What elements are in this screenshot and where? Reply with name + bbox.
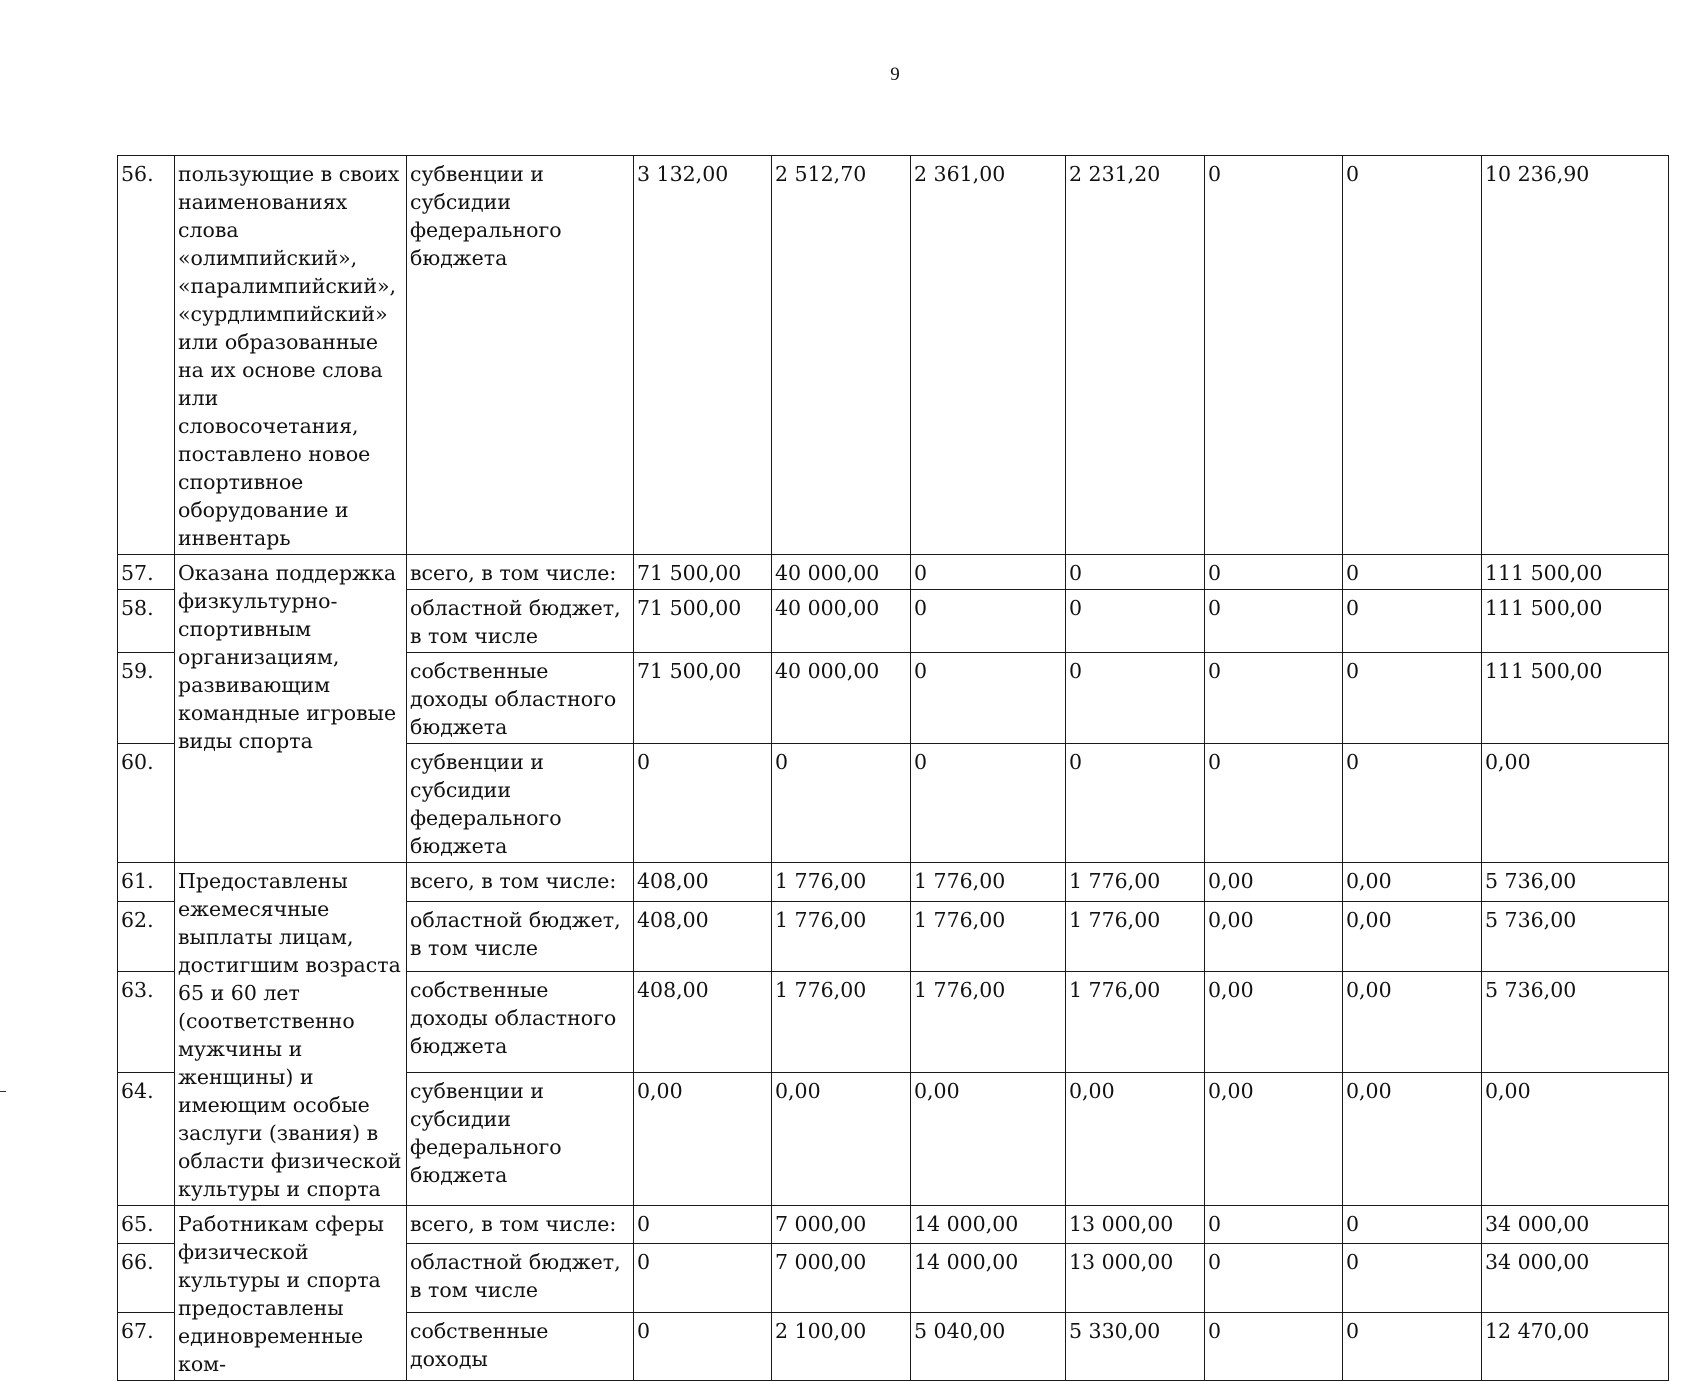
year-value-5: 0 <box>1205 156 1343 555</box>
year-value-2: 0 <box>772 744 911 863</box>
measure-description: пользующие в своих наименованиях слова «олимпийский», «паралимпийский», «сурдлимпийский» или образованные на их основе слова или словосочетания, поставлено новое спортивное оборудование и инвентарь <box>175 156 407 555</box>
year-value-5: 0 <box>1205 1244 1343 1312</box>
budget-table <box>117 155 1669 1381</box>
total-value: 111 500,00 <box>1482 653 1669 744</box>
year-value-2: 0,00 <box>772 1073 911 1206</box>
year-value-5: 0 <box>1205 1206 1343 1244</box>
year-value-6: 0,00 <box>1343 901 1482 971</box>
funding-source: всего, в том числе: <box>407 555 634 590</box>
year-value-3: 0 <box>911 555 1066 590</box>
funding-source: собственные доходы <box>407 1312 634 1381</box>
measure-description: Предоставлены ежемесячные выплаты лицам, достигшим возраста 65 и 60 лет (соответственно мужчины и женщины) и имеющим особые заслуги (звания) в области физической культуры и спорта <box>175 863 407 1206</box>
year-value-3: 0 <box>911 590 1066 653</box>
year-value-3: 1 776,00 <box>911 863 1066 902</box>
year-value-3: 5 040,00 <box>911 1312 1066 1381</box>
row-number: 62. <box>118 901 175 971</box>
year-value-5: 0 <box>1205 590 1343 653</box>
row-number: 66. <box>118 1244 175 1312</box>
year-value-6: 0 <box>1343 653 1482 744</box>
year-value-6: 0,00 <box>1343 863 1482 902</box>
year-value-4: 0,00 <box>1066 1073 1205 1206</box>
year-value-1: 71 500,00 <box>634 555 772 590</box>
funding-source: собственные доходы областного бюджета <box>407 972 634 1073</box>
year-value-3: 1 776,00 <box>911 901 1066 971</box>
year-value-6: 0 <box>1343 1312 1482 1381</box>
total-value: 0,00 <box>1482 1073 1669 1206</box>
year-value-1: 408,00 <box>634 863 772 902</box>
funding-source: собственные доходы областного бюджета <box>407 653 634 744</box>
funding-source: областной бюджет, в том числе <box>407 901 634 971</box>
year-value-2: 2 100,00 <box>772 1312 911 1381</box>
funding-source: областной бюджет, в том числе <box>407 1244 634 1312</box>
year-value-2: 40 000,00 <box>772 590 911 653</box>
total-value: 5 736,00 <box>1482 901 1669 971</box>
funding-source: субвенции и субсидии федерального бюджета <box>407 744 634 863</box>
row-number: 58. <box>118 590 175 653</box>
year-value-6: 0,00 <box>1343 1073 1482 1206</box>
year-value-5: 0,00 <box>1205 901 1343 971</box>
year-value-1: 0 <box>634 1312 772 1381</box>
total-value: 12 470,00 <box>1482 1312 1669 1381</box>
year-value-4: 0 <box>1066 744 1205 863</box>
year-value-6: 0 <box>1343 156 1482 555</box>
year-value-1: 0 <box>634 1244 772 1312</box>
year-value-6: 0 <box>1343 1244 1482 1312</box>
year-value-6: 0 <box>1343 1206 1482 1244</box>
year-value-4: 0 <box>1066 555 1205 590</box>
year-value-6: 0 <box>1343 744 1482 863</box>
table-row <box>118 555 1669 590</box>
year-value-5: 0 <box>1205 653 1343 744</box>
measure-description: Оказана поддержка физкультурно-спортивным организациям, развивающим командные игровые виды спорта <box>175 555 407 863</box>
total-value: 5 736,00 <box>1482 972 1669 1073</box>
year-value-2: 7 000,00 <box>772 1206 911 1244</box>
year-value-2: 1 776,00 <box>772 901 911 971</box>
margin-mark <box>0 1091 6 1092</box>
year-value-4: 13 000,00 <box>1066 1244 1205 1312</box>
year-value-6: 0 <box>1343 555 1482 590</box>
page-number: 9 <box>890 64 900 85</box>
year-value-3: 0,00 <box>911 1073 1066 1206</box>
year-value-3: 1 776,00 <box>911 972 1066 1073</box>
year-value-3: 14 000,00 <box>911 1244 1066 1312</box>
funding-source: субвенции и субсидии федерального бюджета <box>407 1073 634 1206</box>
year-value-4: 2 231,20 <box>1066 156 1205 555</box>
total-value: 5 736,00 <box>1482 863 1669 902</box>
year-value-5: 0,00 <box>1205 863 1343 902</box>
year-value-1: 408,00 <box>634 901 772 971</box>
year-value-1: 71 500,00 <box>634 653 772 744</box>
total-value: 0,00 <box>1482 744 1669 863</box>
year-value-1: 71 500,00 <box>634 590 772 653</box>
year-value-5: 0 <box>1205 744 1343 863</box>
year-value-6: 0 <box>1343 590 1482 653</box>
year-value-2: 40 000,00 <box>772 653 911 744</box>
row-number: 63. <box>118 972 175 1073</box>
year-value-3: 2 361,00 <box>911 156 1066 555</box>
row-number: 60. <box>118 744 175 863</box>
row-number: 64. <box>118 1073 175 1206</box>
measure-description: Работникам сферы физической культуры и спорта предоставлены единовременные ком- <box>175 1206 407 1381</box>
year-value-2: 2 512,70 <box>772 156 911 555</box>
table-row <box>118 863 1669 902</box>
year-value-3: 0 <box>911 653 1066 744</box>
row-number: 57. <box>118 555 175 590</box>
funding-source: всего, в том числе: <box>407 1206 634 1244</box>
year-value-1: 0,00 <box>634 1073 772 1206</box>
funding-source: субвенции и субсидии федерального бюджета <box>407 156 634 555</box>
total-value: 34 000,00 <box>1482 1244 1669 1312</box>
year-value-4: 1 776,00 <box>1066 901 1205 971</box>
year-value-5: 0,00 <box>1205 1073 1343 1206</box>
year-value-1: 0 <box>634 744 772 863</box>
year-value-5: 0,00 <box>1205 972 1343 1073</box>
row-number: 59. <box>118 653 175 744</box>
total-value: 10 236,90 <box>1482 156 1669 555</box>
year-value-4: 1 776,00 <box>1066 972 1205 1073</box>
row-number: 61. <box>118 863 175 902</box>
year-value-1: 0 <box>634 1206 772 1244</box>
total-value: 111 500,00 <box>1482 555 1669 590</box>
row-number: 56. <box>118 156 175 555</box>
row-number: 67. <box>118 1312 175 1381</box>
year-value-5: 0 <box>1205 1312 1343 1381</box>
year-value-2: 1 776,00 <box>772 972 911 1073</box>
row-number: 65. <box>118 1206 175 1244</box>
table-row <box>118 156 1669 555</box>
year-value-6: 0,00 <box>1343 972 1482 1073</box>
year-value-4: 5 330,00 <box>1066 1312 1205 1381</box>
total-value: 34 000,00 <box>1482 1206 1669 1244</box>
year-value-4: 0 <box>1066 590 1205 653</box>
year-value-4: 1 776,00 <box>1066 863 1205 902</box>
year-value-4: 0 <box>1066 653 1205 744</box>
funding-source: всего, в том числе: <box>407 863 634 902</box>
year-value-1: 408,00 <box>634 972 772 1073</box>
year-value-5: 0 <box>1205 555 1343 590</box>
year-value-3: 14 000,00 <box>911 1206 1066 1244</box>
table-row <box>118 1206 1669 1244</box>
funding-source: областной бюджет, в том числе <box>407 590 634 653</box>
year-value-2: 7 000,00 <box>772 1244 911 1312</box>
year-value-3: 0 <box>911 744 1066 863</box>
year-value-2: 1 776,00 <box>772 863 911 902</box>
year-value-1: 3 132,00 <box>634 156 772 555</box>
year-value-2: 40 000,00 <box>772 555 911 590</box>
year-value-4: 13 000,00 <box>1066 1206 1205 1244</box>
total-value: 111 500,00 <box>1482 590 1669 653</box>
